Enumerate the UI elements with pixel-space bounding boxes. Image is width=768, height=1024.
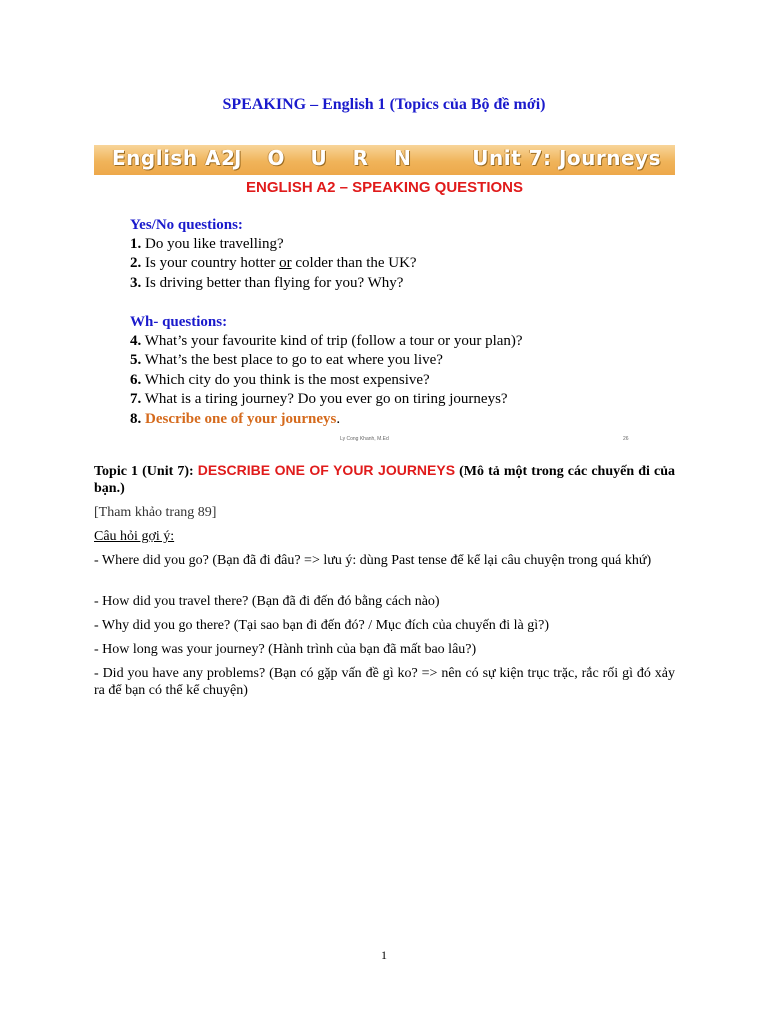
- yesno-heading: Yes/No questions:: [130, 217, 243, 233]
- question-item: [130, 390, 523, 409]
- question-number: 1.: [130, 236, 142, 252]
- question-number: 3.: [130, 274, 142, 291]
- topic-title: DESCRIBE ONE OF YOUR JOURNEYS: [197, 462, 456, 478]
- reference-note: [Tham khảo trang 89]: [94, 505, 217, 520]
- hint-paragraph: [94, 641, 675, 658]
- question-item: [130, 371, 523, 390]
- slide-image: [94, 145, 675, 450]
- hint-item: - Why did you go there? (Tại sao bạn đi đến đó? / Mục đích của chuyến đi là gì?): [94, 618, 549, 633]
- page-number: 1: [381, 948, 387, 962]
- banner-left-text: English A2: [112, 146, 236, 170]
- question-number: 7.: [130, 391, 142, 408]
- wh-heading: Wh- questions:: [130, 314, 228, 330]
- topic-heading: [94, 462, 675, 497]
- topic-translation: (Mô tả một trong các chuyến đi của bạn.): [94, 464, 675, 496]
- question-item: [130, 254, 417, 273]
- question-text: What’s the best place to go to eat where you live?: [144, 352, 443, 369]
- question-item: [130, 235, 417, 254]
- wh-list: [130, 332, 523, 429]
- hint-item: - Did you have any problems? (Bạn có gặp vấn đề gì ko? => nên có sự kiện trục trặc, rắc rối gì đó xảy ra để bạn có thể kể chuyện): [94, 666, 675, 698]
- question-text: What is a tiring journey? Do you ever go on tiring journeys?: [144, 391, 508, 408]
- question-text: .: [336, 410, 341, 427]
- page-title: SPEAKING – English 1 (Topics của Bộ đề mới): [222, 96, 546, 113]
- question-text: colder than the UK?: [291, 255, 417, 272]
- question-item: [130, 274, 417, 293]
- slide-heading: ENGLISH A2 – SPEAKING QUESTIONS: [246, 179, 523, 196]
- question-item: [130, 410, 523, 429]
- hint-item: - How long was your journey? (Hành trình của bạn đã mất bao lâu?): [94, 642, 477, 657]
- question-text: What’s your favourite kind of trip (follow a tour or your plan)?: [144, 333, 523, 349]
- hint-item: - Where did you go? (Bạn đã đi đâu? => lưu ý: dùng Past tense để kể lại câu chuyện trong quá khứ): [94, 553, 652, 568]
- question-item: [130, 332, 523, 351]
- question-underlined: or: [279, 255, 292, 272]
- hint-paragraph: [94, 593, 675, 610]
- hint-paragraph: [94, 617, 675, 634]
- question-number: 5.: [130, 352, 142, 369]
- slide-footer-page: 26: [623, 436, 629, 442]
- question-item: [130, 351, 523, 370]
- question-number: 4.: [130, 333, 142, 349]
- topic-prefix: Topic 1 (Unit 7):: [94, 464, 198, 479]
- yesno-list: [130, 235, 417, 293]
- question-text: Is your country hotter: [145, 255, 280, 272]
- banner-right-text: Unit 7: Journeys: [472, 146, 661, 170]
- question-text: Which city do you think is the most expensive?: [144, 371, 430, 388]
- hint-item: - How did you travel there? (Bạn đã đi đến đó bằng cách nào): [94, 594, 440, 609]
- question-number: 8.: [130, 410, 142, 427]
- question-text: Is driving better than flying for you? Why?: [145, 274, 404, 291]
- question-text: Do you like travelling?: [145, 236, 284, 252]
- question-highlight: Describe one of your journeys: [145, 410, 337, 427]
- hint-paragraph: [94, 552, 675, 569]
- hint-paragraph: [94, 665, 675, 699]
- banner-mid-text: JOURN: [234, 146, 437, 170]
- question-number: 2.: [130, 255, 142, 272]
- hint-label: Câu hỏi gợi ý:: [94, 529, 175, 544]
- slide-banner: [94, 145, 675, 175]
- question-number: 6.: [130, 371, 142, 388]
- slide-footer-author: Ly Cong Khanh, M.Ed: [340, 436, 389, 442]
